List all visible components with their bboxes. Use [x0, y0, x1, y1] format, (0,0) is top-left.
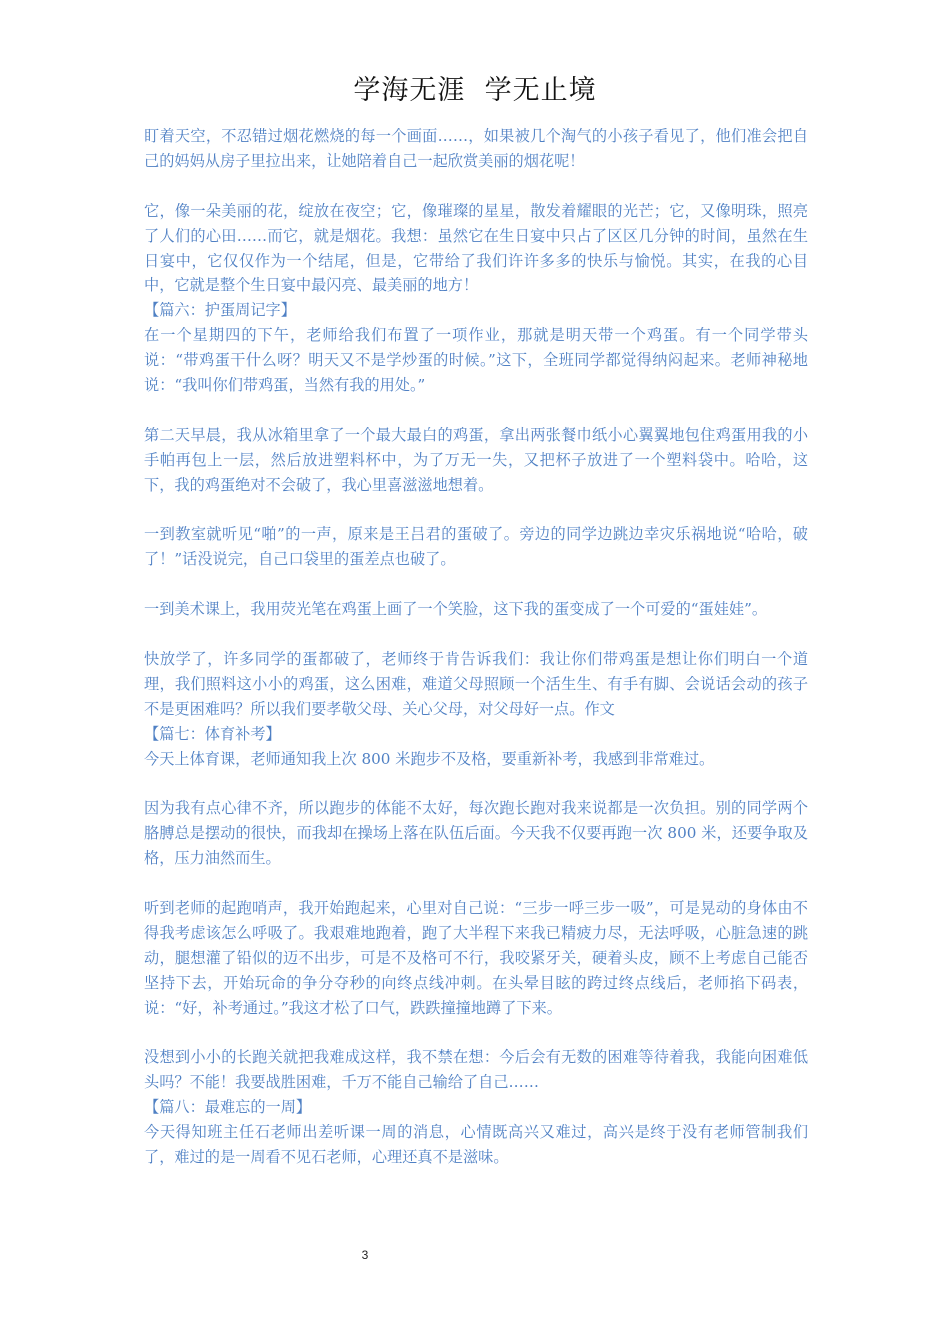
paragraph: 在一个星期四的下午，老师给我们布置了一项作业，那就是明天带一个鸡蛋。有一个同学带头说：“带鸡蛋干什么呀？明天又不是学炒蛋的时候。”这下，全班同学都觉得纳闷起来。老师神秘地说：“我叫你们带鸡蛋，当然有我的用处。” — [144, 326, 808, 395]
section-heading-8: 【篇八：最难忘的一周】 — [144, 1098, 312, 1117]
paragraph: 今天上体育课，老师通知我上次 800 米跑步不及格，要重新补考，我感到非常难过。 — [144, 749, 715, 768]
paragraph: 快放学了，许多同学的蛋都破了，老师终于肯告诉我们：我让你们带鸡蛋是想让你们明白一个道理，我们照料这小小的鸡蛋，这么困难，难道父母照顾一个活生生、有手有脚、会说话会动的孩子不是更困难吗？所以我们要孝敬父母、关心父母，对父母好一点。作文 — [144, 649, 808, 718]
paragraph: 第二天早晨，我从冰箱里拿了一个最大最白的鸡蛋，拿出两张餐巾纸小心翼翼地包住鸡蛋用我的小手帕再包上一层，然后放进塑料杯中，为了万无一失，又把杯子放进了一个塑料袋中。哈哈，这下，我的鸡蛋绝对不会破了，我心里喜滋滋地想着。 — [144, 425, 808, 494]
document-body — [144, 124, 808, 1170]
paragraph: 没想到小小的长跑关就把我难成这样，我不禁在想：今后会有无数的困难等待着我，我能向困难低头吗？不能！我要战胜困难，千万不能自己输给了自己…… — [144, 1048, 808, 1092]
paragraph: 听到老师的起跑哨声，我开始跑起来，心里对自己说：“三步一呼三步一吸”，可是晃动的身体由不得我考虑该怎么呼吸了。我艰难地跑着，跑了大半程下来我已精疲力尽，无法呼吸，心脏急速的跳动，腿想灌了铅似的迈不出步，可是不及格可不行，我咬紧牙关，硬着头皮，顾不上考虑自己能否坚持下去，开始玩命的争分夺秒的向终点线冲刺。在头晕目眩的跨过终点线后，老师掐下码表，说：“好，补考通过。”我这才松了口气，跌跌撞撞地蹲了下来。 — [144, 898, 808, 1017]
paragraph: 一到美术课上，我用荧光笔在鸡蛋上画了一个笑脸，这下我的蛋变成了一个可爱的“蛋娃娃”。 — [144, 600, 768, 619]
paragraph: 一到教室就听见“啪”的一声，原来是王吕君的蛋破了。旁边的同学边跳边幸灾乐祸地说“哈哈，破了！”话没说完，自己口袋里的蛋差点也破了。 — [144, 525, 808, 569]
page-number: 3 — [361, 1248, 369, 1262]
section-heading-7: 【篇七：体育补考】 — [144, 724, 281, 743]
paragraph: 今天得知班主任石老师出差听课一周的消息，心情既高兴又难过，高兴是终于没有老师管制我们了，难过的是一周看不见石老师，心理还真不是滋味。 — [144, 1123, 808, 1167]
page-title: 学海无涯 学无止境 — [353, 75, 597, 106]
paragraph: 因为我有点心律不齐，所以跑步的体能不太好，每次跑长跑对我来说都是一次负担。别的同学两个胳膊总是摆动的很快，而我却在操场上落在队伍后面。今天我不仅要再跑一次 800 米，还要争取及格，压力油然而生。 — [144, 799, 808, 868]
section-heading-6: 【篇六：护蛋周记字】 — [144, 301, 296, 320]
paragraph: 盯着天空，不忍错过烟花燃烧的每一个画面……，如果被几个淘气的小孩子看见了，他们准会把自己的妈妈从房子里拉出来，让她陪着自己一起欣赏美丽的烟花呢！ — [144, 127, 808, 170]
paragraph: 它，像一朵美丽的花，绽放在夜空；它，像璀璨的星星，散发着耀眼的光芒；它，又像明珠，照亮了人们的心田……而它，就是烟花。我想：虽然它在生日宴中只占了区区几分钟的时间，虽然在生日宴中，它仅仅作为一个结尾，但是，它带给了我们许许多多的快乐与愉悦。其实，在我的心目中，它就是整个生日宴中最闪亮、最美丽的地方！ — [144, 201, 808, 295]
